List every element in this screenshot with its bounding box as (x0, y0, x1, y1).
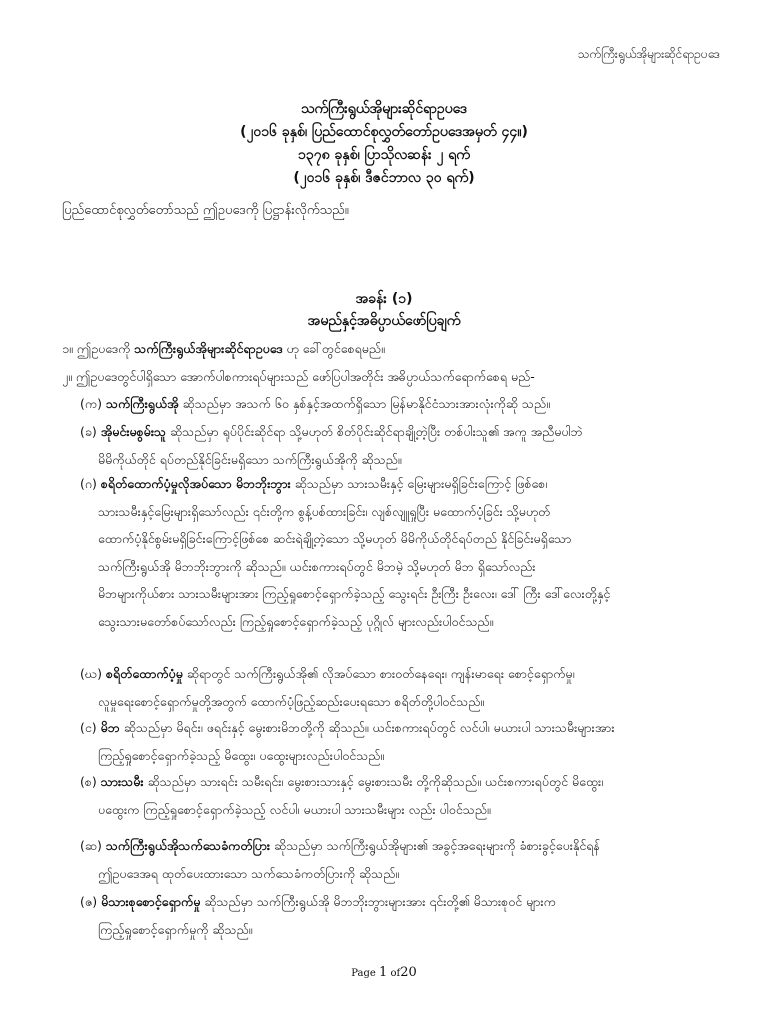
definition-text: ဆိုသည်မှာ သက်ကြီးရွယ်အိုများ၏ အခွင့်အရေးများကို ခံစားခွင့်ပေးနိုင်ရန် (274, 838, 600, 853)
chapter-number: အခန်း (၁) (355, 291, 413, 307)
definition-text: ထောက်ပံ့နိုင်စွမ်းမရှိခြင်းကြောင့်ဖြစ်စေ ဆင်းရဲချို့တဲ့သော သို့မဟုတ် မိမိကိုယ်တိုင်ရပ်တည် နိုင်ခြင်းမရှိသော (98, 531, 572, 546)
definition-term: မိသားစုစောင့်ရှောက်မှု (101, 894, 201, 909)
definition-term: စရိတ်ထောက်ပံ့မှု (105, 666, 183, 681)
page-number: 1 (379, 965, 388, 980)
definition-label: (ခ) (80, 424, 97, 439)
definition-text: ဤဥပဒေအရ ထုတ်ပေးထားသော သက်သေခံကတ်ပြားကို ဆိုသည်။ (98, 865, 400, 881)
definition-hsa (80, 832, 722, 887)
definition-text: မိဘများကိုယ်စား သားသမီးများအား ကြည့်ရှုစောင့်ရှောက်ခဲ့သည့် သွေးရင်း ဦးကြီး ဦးလေး၊ ဒေါ် ကြီး ဒေါ်လေးတို့နှင့် (98, 586, 611, 601)
definition-text: ဆိုရာတွင် သက်ကြီးရွယ်အို၏ လိုအပ်သော စားဝတ်နေရေး၊ ကျန်းမာရေး စောင့်ရှောက်မှု၊ (186, 666, 575, 681)
definition-text: ဆိုသည်မှာ သက်ကြီးရွယ်အို မိဘဘိုးဘွားများအား ၎င်းတို့၏ မိသားစုဝင် များက (204, 894, 556, 909)
definition-text: လူမှုရေးစောင့်ရှောက်မှုတို့အတွက် ထောက်ပံ့ဖြည့်ဆည်းပေးရသော စရိတ်တို့ပါဝင်သည်။ (98, 693, 485, 709)
law-title-block (0, 98, 768, 190)
chapter-heading (0, 288, 768, 332)
total-pages: 20 (400, 965, 417, 980)
definition-text: သားသမီးနှင့်မြေးများရှိသော်လည်း ၎င်းတို့က စွန့်ပစ်ထားခြင်း၊ လျစ်လျူရှုပြီး မထောက်ပံ့ခြင်း သို့မဟုတ် (98, 503, 551, 519)
running-header: သက်ကြီးရွယ်အိုများဆိုင်ရာဥပဒေ (577, 47, 720, 61)
definition-text: ဆိုသည်မှာ မိရင်း၊ ဖရင်းနှင့် မွေးစားမိဘတို့ကို ဆိုသည်။ ယင်းစကားရပ်တွင် လင်ပါ၊ မယားပါ သားသမီးများအား (123, 720, 615, 735)
definition-text: ဆိုသည်မှာ သားသမီးနှင့် မြေးများမရှိခြင်းကြောင့် ဖြစ်စေ၊ (294, 476, 548, 491)
enactment-clause: ပြည်ထောင်စုလွှတ်တော်သည် ဤဥပဒေကို ပြဋ္ဌာန်းလိုက်သည်။ (62, 203, 349, 218)
definition-text: ဆိုသည်မှာ သားရင်း သမီးရင်း၊ မွေးစားသားနှင့် မွေးစားသမီး တို့ကိုဆိုသည်။ ယင်းစကားရပ်တွင် မိထွေး၊ (147, 774, 604, 789)
definition-label: (င) (80, 720, 97, 735)
law-title: သက်ကြီးရွယ်အိုများဆိုင်ရာဥပဒေ (300, 101, 468, 117)
definition-label: (ဃ) (80, 666, 102, 681)
page-of-label: of (390, 968, 401, 979)
definition-label: (က) (80, 396, 102, 411)
gregorian-date: (၂၀၁၆ ခုနှစ်၊ ဒီဇင်ဘာလ ၃၀ ရက်) (293, 170, 475, 186)
chapter-title: အမည်နှင့်အဓိပ္ပာယ်ဖော်ပြချက် (307, 313, 461, 329)
law-number: (၂၀၁၆ ခုနှစ်၊ ပြည်ထောင်စုလွှတ်တော်ဥပဒေအမှတ် ၄၄။) (240, 124, 528, 140)
definition-label: (ဇ) (80, 894, 98, 909)
definition-term: သားသမီး (100, 774, 144, 789)
section-1-law-name: သက်ကြီးရွယ်အိုများဆိုင်ရာဥပဒေ (134, 341, 283, 356)
definition-label: (စ) (80, 774, 97, 789)
definition-nga (80, 714, 722, 769)
definition-text: ကြည့်ရှုစောင့်ရှောက်ခဲ့သည့် မိထွေး၊ ပထွေးများလည်းပါဝင်သည်။ (98, 747, 385, 763)
definition-term: သက်ကြီးရွယ်အိုသက်သေခံကတ်ပြား (105, 838, 271, 853)
definition-gha (80, 660, 722, 715)
definition-label: (ဂ) (80, 476, 97, 491)
page-label: Page (351, 968, 376, 979)
definition-label: (ဆ) (80, 838, 102, 853)
definition-text: ပထွေးက ကြည့်ရှုစောင့်ရှောက်ခဲ့သည့် လင်ပါ၊ မယားပါ သားသမီးများ လည်း ပါဝင်သည်။ (98, 801, 491, 817)
definition-text: သက်ကြီးရွယ်အို မိဘဘိုးဘွားကို ဆိုသည်။ ယင်းစကားရပ်တွင် မိဘမဲ့ သို့မဟုတ် မိဘ ရှိသော်လည်း (98, 558, 536, 574)
definition-kha (80, 418, 722, 473)
definition-text: မိမိကိုယ်တိုင် ရပ်တည်နိုင်ခြင်းမရှိသော သက်ကြီးရွယ်အိုကို ဆိုသည်။ (98, 451, 402, 467)
definition-text: ဆိုသည်မှာ အသက် ၆၀ နှစ်နှင့်အထက်ရှိသော မြန်မာနိုင်ငံသားအားလုံးကိုဆို သည်။ (182, 396, 550, 411)
definition-ga (80, 470, 722, 635)
definition-term: သက်ကြီးရွယ်အို (105, 396, 179, 411)
section-1-suffix: ဟု ခေါ်တွင်စေရမည်။ (282, 341, 385, 356)
definition-term: မိဘ (100, 720, 120, 735)
section-1 (62, 341, 385, 360)
definition-term: အိုမင်းမစွမ်းသူ (100, 424, 167, 439)
definition-term: စရိတ်ထောက်ပံ့မှုလိုအပ်သော မိဘဘိုးဘွား (100, 476, 291, 491)
definition-za (80, 888, 722, 943)
section-2: ၂။ ဤဥပဒေတွင်ပါရှိသော အောက်ပါစကားရပ်များသည် ဖော်ပြပါအတိုင်း အဓိပ္ပာယ်သက်ရောက်စေရ မည်- (62, 369, 535, 384)
definition-ka (80, 390, 722, 418)
page-footer (0, 965, 768, 980)
definition-sa (80, 768, 722, 823)
definition-text: ကြည့်ရှုစောင့်ရှောက်မှုကို ဆိုသည်။ (98, 921, 253, 937)
definition-text: သွေးသားမတော်စပ်သော်လည်း ကြည့်ရှုစောင့်ရှောက်ခဲ့သည့် ပုဂ္ဂိုလ် များလည်းပါဝင်သည်။ (98, 613, 494, 629)
definition-text: ဆိုသည်မှာ ရုပ်ပိုင်းဆိုင်ရာ သို့မဟုတ် စိတ်ပိုင်းဆိုင်ရာချို့တဲ့ပြီး တစ်ပါးသူ၏ အကူ အညီမပါဘဲ (170, 424, 583, 439)
myanmar-date: ၁၃၇၈ ခုနှစ်၊ ပြာသိုလဆန်း ၂ ရက် (297, 147, 471, 163)
section-1-prefix: ၁။ ဤဥပဒေကို (62, 341, 135, 356)
